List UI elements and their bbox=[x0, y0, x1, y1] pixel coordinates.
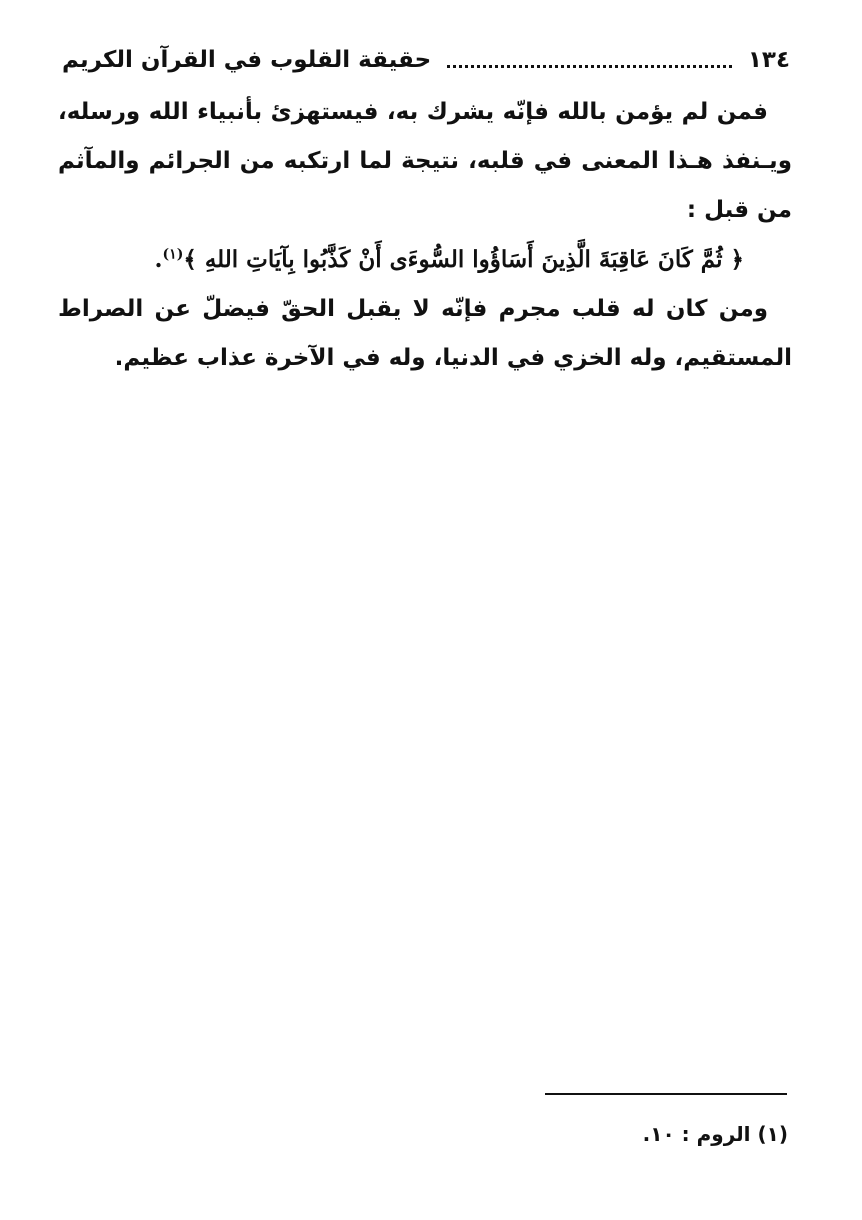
verse-open-bracket: ﴿ bbox=[730, 247, 744, 273]
running-header bbox=[62, 38, 790, 82]
header-dot-leader bbox=[447, 65, 732, 68]
paragraph-1: فمن لم يؤمن بالله فإنّه يشرك به، فيستهزئ بأنبياء الله ورسله، ويـنفذ هـذا المعنى في قلبه، نتيجة لما ارتكبه من الجرائم والمآثم من قبل : bbox=[58, 99, 792, 223]
footnote-reference: (١) bbox=[162, 246, 184, 263]
quran-verse bbox=[58, 235, 792, 285]
verse-close-bracket: ﴾ bbox=[183, 247, 197, 273]
verse-text: ثُمَّ كَانَ عَاقِبَةَ الَّذِينَ أَسَاؤُوا السُّوءَى أَنْ كَذَّبُوا بِآيَاتِ اللهِ bbox=[204, 246, 723, 273]
verse-period: . bbox=[154, 246, 163, 273]
book-title: حقيقة القلوب في القرآن الكريم bbox=[62, 47, 432, 73]
main-text bbox=[58, 88, 792, 383]
page-number: ١٣٤ bbox=[747, 47, 790, 73]
footnote-separator bbox=[545, 1093, 787, 1095]
paragraph-2: ومن كان له قلب مجرم فإنّه لا يقبل الحقّ فيضلّ عن الصراط المستقيم، وله الخزي في الدنيا، وله في الآخرة عذاب عظيم. bbox=[58, 296, 792, 371]
footnote: (١) الروم : ١٠. bbox=[642, 1122, 788, 1146]
